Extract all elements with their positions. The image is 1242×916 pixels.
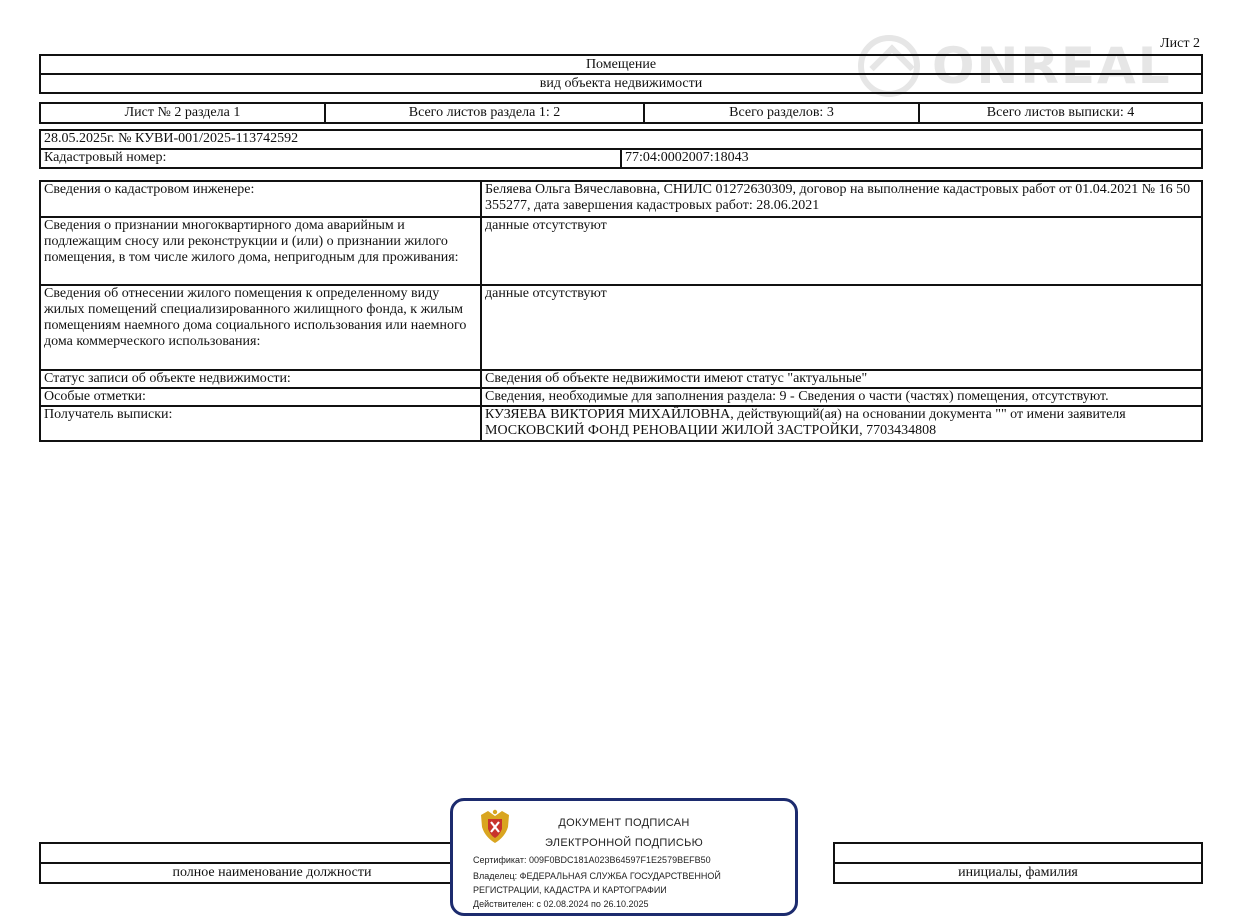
table-row <box>40 388 1202 406</box>
certificate-owner-cont: РЕГИСТРАЦИИ, КАДАСТРА И КАРТОГРАФИИ <box>473 885 667 895</box>
row-value: Сведения об объекте недвижимости имеют статус "актуальные" <box>481 370 1202 388</box>
stamp-subtitle: ЭЛЕКТРОННОЙ ПОДПИСЬЮ <box>544 837 704 849</box>
row-value: данные отсутствуют <box>481 217 1202 285</box>
object-type: Помещение <box>40 55 1202 74</box>
certificate-owner: Владелец: ФЕДЕРАЛЬНАЯ СЛУЖБА ГОСУДАРСТВЕННОЙ <box>473 871 721 881</box>
registration-table <box>39 129 1203 169</box>
row-value: КУЗЯЕВА ВИКТОРИЯ МИХАЙЛОВНА, действующий(ая) на основании документа "" от имени заявителя МОСКОВСКИЙ ФОНД РЕНОВАЦИИ ЖИЛОЙ ЗАСТРОЙКИ, 7703434808 <box>481 406 1202 441</box>
name-blank <box>834 843 1202 863</box>
name-caption: инициалы, фамилия <box>834 863 1202 883</box>
sheets-table <box>39 102 1203 124</box>
row-value: Сведения, необходимые для заполнения раздела: 9 - Сведения о части (частях) помещения, отсутствуют. <box>481 388 1202 406</box>
total-extract-sheets: Всего листов выписки: 4 <box>919 103 1202 123</box>
total-section-sheets: Всего листов раздела 1: 2 <box>325 103 644 123</box>
table-row <box>40 285 1202 370</box>
stamp-title: ДОКУМЕНТ ПОДПИСАН <box>558 817 690 829</box>
row-label: Статус записи об объекте недвижимости: <box>40 370 481 388</box>
row-label: Получатель выписки: <box>40 406 481 441</box>
extract-number: 28.05.2025г. № КУВИ-001/2025-113742592 <box>40 130 1202 149</box>
row-value: данные отсутствуют <box>481 285 1202 370</box>
row-value: Беляева Ольга Вячеславовна, СНИЛС 01272630309, договор на выполнение кадастровых работ от 01.04.2021 № 16 50 355277, дата завершения кадастровых работ: 28.06.2021 <box>481 181 1202 217</box>
table-row <box>40 217 1202 285</box>
row-label: Сведения о кадастровом инженере: <box>40 181 481 217</box>
row-label: Особые отметки: <box>40 388 481 406</box>
row-label: Сведения о признании многоквартирного дома аварийным и подлежащим сносу или реконструкции и (или) о признании жилого помещения, в том числе жилого дома, непригодным для проживания: <box>40 217 481 285</box>
row-label: Сведения об отнесении жилого помещения к определенному виду жилых помещений специализированного жилищного фонда, к жилым помещениям наемного дома социального использования или наемного дома коммерческого использования: <box>40 285 481 370</box>
certificate-number: Сертификат: 009F0BDC181A023B64597F1E2579BEFB50 <box>473 855 711 865</box>
watermark-text: ONREAL <box>932 37 1172 95</box>
total-sections: Всего разделов: 3 <box>644 103 919 123</box>
info-table <box>39 180 1203 442</box>
table-row <box>40 181 1202 217</box>
table-row <box>40 370 1202 388</box>
cadastral-label: Кадастровый номер: <box>40 149 621 168</box>
sheet-label: Лист 2 <box>1160 36 1200 51</box>
table-row <box>40 406 1202 441</box>
cadastral-value: 77:04:0002007:18043 <box>621 149 1202 168</box>
object-header-table <box>39 54 1203 94</box>
certificate-validity: Действителен: с 02.08.2024 по 26.10.2025 <box>473 899 649 909</box>
position-blank <box>40 843 504 863</box>
position-caption: полное наименование должности <box>40 863 504 883</box>
sheet-section: Лист № 2 раздела 1 <box>40 103 325 123</box>
object-type-caption: вид объекта недвижимости <box>40 74 1202 93</box>
digital-signature-stamp <box>450 798 798 916</box>
